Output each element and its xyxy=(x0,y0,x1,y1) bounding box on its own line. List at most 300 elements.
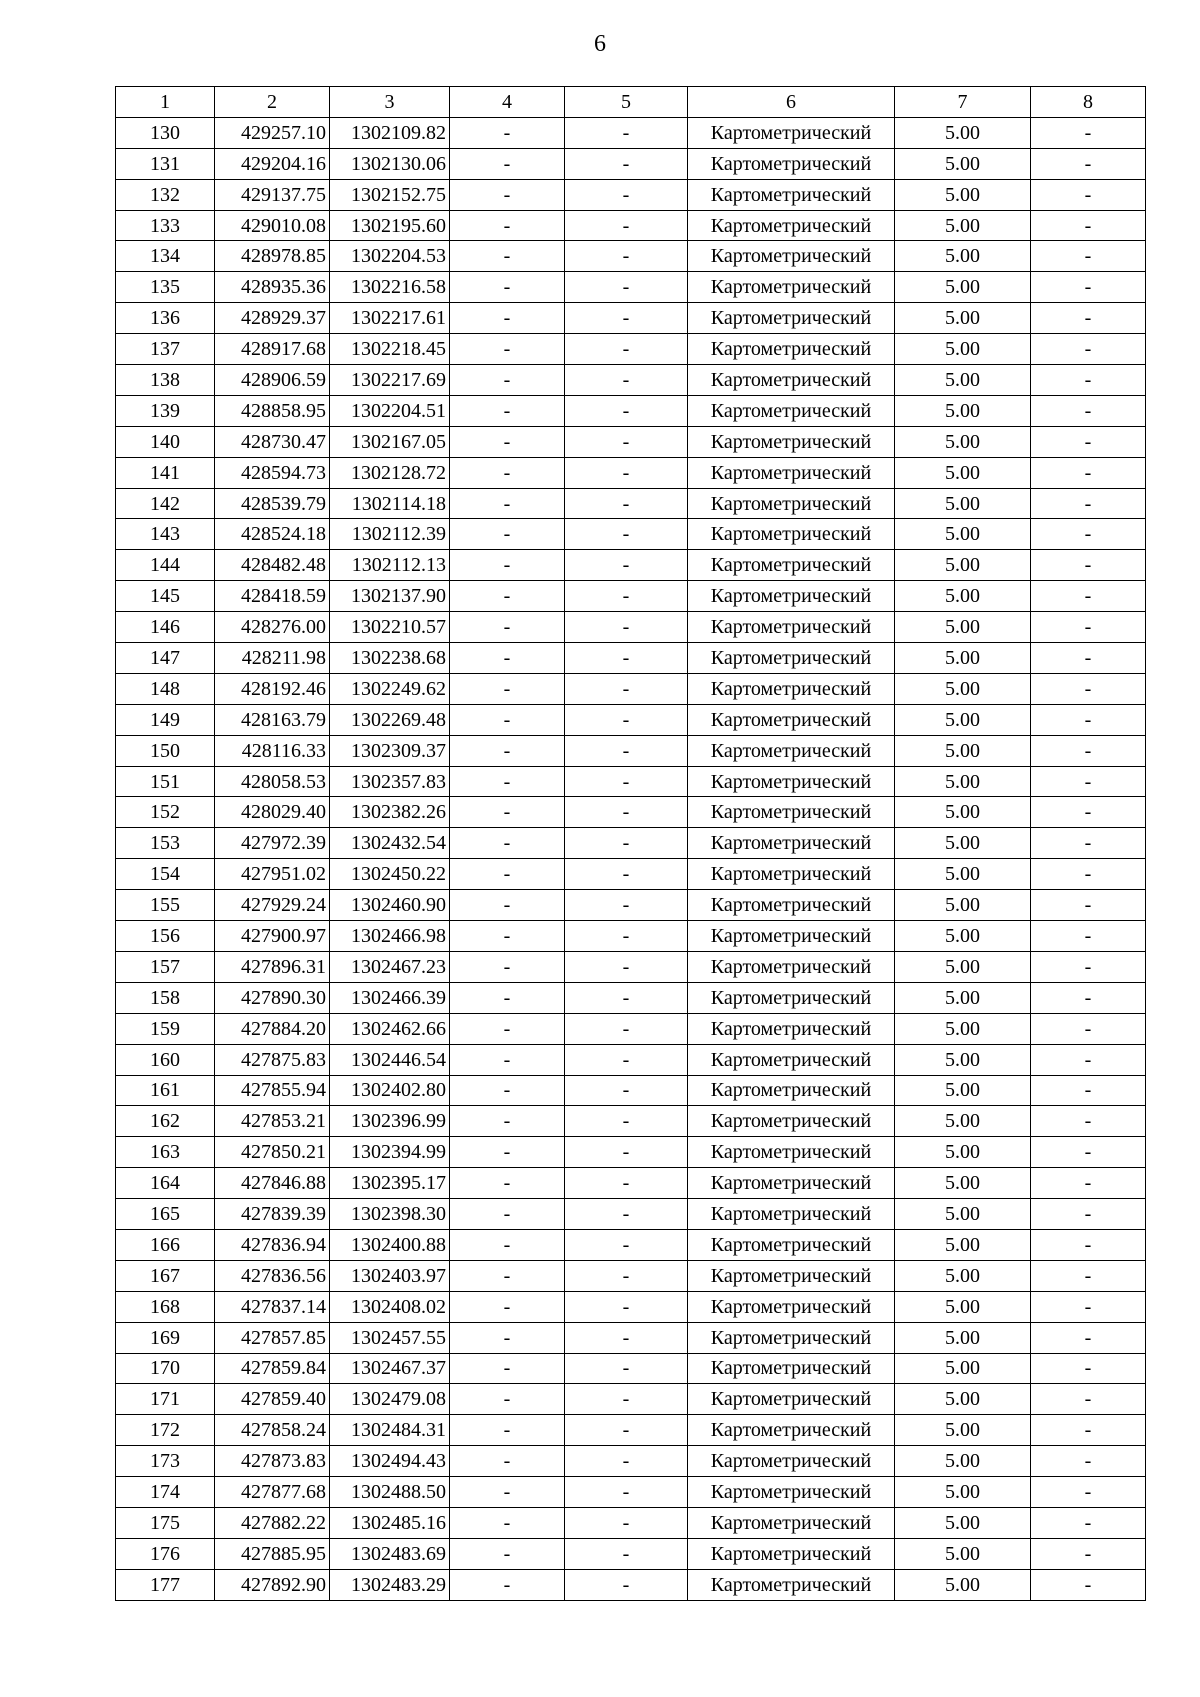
x-coordinate-cell: 427850.21 xyxy=(215,1137,330,1168)
point-number-cell: 154 xyxy=(116,859,215,890)
col8-cell: - xyxy=(1031,1538,1146,1569)
point-number-cell: 131 xyxy=(116,148,215,179)
col5-cell: - xyxy=(565,1353,688,1384)
y-coordinate-cell: 1302494.43 xyxy=(330,1446,450,1477)
point-number-cell: 144 xyxy=(116,550,215,581)
col8-cell: - xyxy=(1031,488,1146,519)
col8-cell: - xyxy=(1031,1446,1146,1477)
column-header: 5 xyxy=(565,87,688,118)
x-coordinate-cell: 429204.16 xyxy=(215,148,330,179)
accuracy-cell: 5.00 xyxy=(895,395,1031,426)
accuracy-cell: 5.00 xyxy=(895,704,1031,735)
accuracy-cell: 5.00 xyxy=(895,117,1031,148)
col5-cell: - xyxy=(565,117,688,148)
accuracy-cell: 5.00 xyxy=(895,519,1031,550)
col5-cell: - xyxy=(565,179,688,210)
accuracy-cell: 5.00 xyxy=(895,1013,1031,1044)
table-row xyxy=(116,426,1146,457)
table-row xyxy=(116,148,1146,179)
col8-cell: - xyxy=(1031,457,1146,488)
method-cell: Картометрический xyxy=(688,673,895,704)
point-number-cell: 133 xyxy=(116,210,215,241)
point-number-cell: 145 xyxy=(116,581,215,612)
point-number-cell: 164 xyxy=(116,1168,215,1199)
col8-cell: - xyxy=(1031,1168,1146,1199)
col4-cell: - xyxy=(450,890,565,921)
method-cell: Картометрический xyxy=(688,643,895,674)
col8-cell: - xyxy=(1031,921,1146,952)
col5-cell: - xyxy=(565,334,688,365)
col5-cell: - xyxy=(565,272,688,303)
point-number-cell: 141 xyxy=(116,457,215,488)
accuracy-cell: 5.00 xyxy=(895,241,1031,272)
method-cell: Картометрический xyxy=(688,1538,895,1569)
accuracy-cell: 5.00 xyxy=(895,951,1031,982)
x-coordinate-cell: 428192.46 xyxy=(215,673,330,704)
x-coordinate-cell: 428858.95 xyxy=(215,395,330,426)
col8-cell: - xyxy=(1031,148,1146,179)
point-number-cell: 140 xyxy=(116,426,215,457)
x-coordinate-cell: 427882.22 xyxy=(215,1507,330,1538)
x-coordinate-cell: 427846.88 xyxy=(215,1168,330,1199)
accuracy-cell: 5.00 xyxy=(895,550,1031,581)
column-header: 8 xyxy=(1031,87,1146,118)
col4-cell: - xyxy=(450,704,565,735)
point-number-cell: 167 xyxy=(116,1260,215,1291)
col8-cell: - xyxy=(1031,704,1146,735)
table-row xyxy=(116,1477,1146,1508)
col4-cell: - xyxy=(450,1446,565,1477)
col8-cell: - xyxy=(1031,1384,1146,1415)
point-number-cell: 142 xyxy=(116,488,215,519)
col8-cell: - xyxy=(1031,1353,1146,1384)
x-coordinate-cell: 427873.83 xyxy=(215,1446,330,1477)
method-cell: Картометрический xyxy=(688,519,895,550)
y-coordinate-cell: 1302403.97 xyxy=(330,1260,450,1291)
method-cell: Картометрический xyxy=(688,1507,895,1538)
col5-cell: - xyxy=(565,303,688,334)
point-number-cell: 174 xyxy=(116,1477,215,1508)
col5-cell: - xyxy=(565,1044,688,1075)
table-row xyxy=(116,951,1146,982)
col5-cell: - xyxy=(565,1507,688,1538)
accuracy-cell: 5.00 xyxy=(895,148,1031,179)
accuracy-cell: 5.00 xyxy=(895,1415,1031,1446)
col8-cell: - xyxy=(1031,272,1146,303)
col4-cell: - xyxy=(450,828,565,859)
x-coordinate-cell: 428163.79 xyxy=(215,704,330,735)
col8-cell: - xyxy=(1031,1322,1146,1353)
y-coordinate-cell: 1302137.90 xyxy=(330,581,450,612)
y-coordinate-cell: 1302400.88 xyxy=(330,1229,450,1260)
accuracy-cell: 5.00 xyxy=(895,581,1031,612)
col4-cell: - xyxy=(450,426,565,457)
method-cell: Картометрический xyxy=(688,828,895,859)
table-row xyxy=(116,1075,1146,1106)
y-coordinate-cell: 1302446.54 xyxy=(330,1044,450,1075)
col8-cell: - xyxy=(1031,982,1146,1013)
col8-cell: - xyxy=(1031,1137,1146,1168)
method-cell: Картометрический xyxy=(688,1415,895,1446)
x-coordinate-cell: 428418.59 xyxy=(215,581,330,612)
method-cell: Картометрический xyxy=(688,1477,895,1508)
col8-cell: - xyxy=(1031,179,1146,210)
column-header: 4 xyxy=(450,87,565,118)
point-number-cell: 149 xyxy=(116,704,215,735)
y-coordinate-cell: 1302112.13 xyxy=(330,550,450,581)
y-coordinate-cell: 1302204.53 xyxy=(330,241,450,272)
table-row xyxy=(116,612,1146,643)
method-cell: Картометрический xyxy=(688,951,895,982)
y-coordinate-cell: 1302457.55 xyxy=(330,1322,450,1353)
x-coordinate-cell: 428276.00 xyxy=(215,612,330,643)
col5-cell: - xyxy=(565,1384,688,1415)
point-number-cell: 165 xyxy=(116,1199,215,1230)
point-number-cell: 172 xyxy=(116,1415,215,1446)
table-row xyxy=(116,457,1146,488)
point-number-cell: 168 xyxy=(116,1291,215,1322)
point-number-cell: 171 xyxy=(116,1384,215,1415)
x-coordinate-cell: 428211.98 xyxy=(215,643,330,674)
point-number-cell: 169 xyxy=(116,1322,215,1353)
y-coordinate-cell: 1302485.16 xyxy=(330,1507,450,1538)
y-coordinate-cell: 1302195.60 xyxy=(330,210,450,241)
table-row xyxy=(116,1353,1146,1384)
y-coordinate-cell: 1302466.39 xyxy=(330,982,450,1013)
y-coordinate-cell: 1302488.50 xyxy=(330,1477,450,1508)
method-cell: Картометрический xyxy=(688,1075,895,1106)
col5-cell: - xyxy=(565,859,688,890)
col8-cell: - xyxy=(1031,1260,1146,1291)
col4-cell: - xyxy=(450,1137,565,1168)
point-number-cell: 139 xyxy=(116,395,215,426)
method-cell: Картометрический xyxy=(688,241,895,272)
method-cell: Картометрический xyxy=(688,365,895,396)
point-number-cell: 132 xyxy=(116,179,215,210)
col8-cell: - xyxy=(1031,519,1146,550)
x-coordinate-cell: 427892.90 xyxy=(215,1569,330,1600)
col5-cell: - xyxy=(565,1199,688,1230)
col5-cell: - xyxy=(565,365,688,396)
col5-cell: - xyxy=(565,612,688,643)
col5-cell: - xyxy=(565,797,688,828)
x-coordinate-cell: 428524.18 xyxy=(215,519,330,550)
point-number-cell: 166 xyxy=(116,1229,215,1260)
table-body xyxy=(116,87,1146,1601)
accuracy-cell: 5.00 xyxy=(895,1260,1031,1291)
point-number-cell: 146 xyxy=(116,612,215,643)
col4-cell: - xyxy=(450,1260,565,1291)
point-number-cell: 152 xyxy=(116,797,215,828)
column-header: 2 xyxy=(215,87,330,118)
col4-cell: - xyxy=(450,1229,565,1260)
col4-cell: - xyxy=(450,1291,565,1322)
x-coordinate-cell: 428935.36 xyxy=(215,272,330,303)
x-coordinate-cell: 428906.59 xyxy=(215,365,330,396)
col4-cell: - xyxy=(450,550,565,581)
table-row xyxy=(116,395,1146,426)
col5-cell: - xyxy=(565,395,688,426)
col4-cell: - xyxy=(450,1538,565,1569)
accuracy-cell: 5.00 xyxy=(895,1075,1031,1106)
method-cell: Картометрический xyxy=(688,117,895,148)
col4-cell: - xyxy=(450,1075,565,1106)
col5-cell: - xyxy=(565,704,688,735)
accuracy-cell: 5.00 xyxy=(895,272,1031,303)
method-cell: Картометрический xyxy=(688,1446,895,1477)
col8-cell: - xyxy=(1031,426,1146,457)
point-number-cell: 156 xyxy=(116,921,215,952)
col8-cell: - xyxy=(1031,735,1146,766)
col4-cell: - xyxy=(450,735,565,766)
point-number-cell: 162 xyxy=(116,1106,215,1137)
coordinates-table xyxy=(115,86,1146,1601)
y-coordinate-cell: 1302462.66 xyxy=(330,1013,450,1044)
point-number-cell: 163 xyxy=(116,1137,215,1168)
col4-cell: - xyxy=(450,148,565,179)
method-cell: Картометрический xyxy=(688,303,895,334)
col5-cell: - xyxy=(565,643,688,674)
y-coordinate-cell: 1302466.98 xyxy=(330,921,450,952)
col8-cell: - xyxy=(1031,1507,1146,1538)
x-coordinate-cell: 428978.85 xyxy=(215,241,330,272)
table-row xyxy=(116,1507,1146,1538)
x-coordinate-cell: 427896.31 xyxy=(215,951,330,982)
col4-cell: - xyxy=(450,982,565,1013)
col8-cell: - xyxy=(1031,1106,1146,1137)
accuracy-cell: 5.00 xyxy=(895,1353,1031,1384)
y-coordinate-cell: 1302128.72 xyxy=(330,457,450,488)
col5-cell: - xyxy=(565,1168,688,1199)
table-row xyxy=(116,488,1146,519)
accuracy-cell: 5.00 xyxy=(895,1199,1031,1230)
x-coordinate-cell: 429010.08 xyxy=(215,210,330,241)
accuracy-cell: 5.00 xyxy=(895,303,1031,334)
accuracy-cell: 5.00 xyxy=(895,982,1031,1013)
method-cell: Картометрический xyxy=(688,1291,895,1322)
col5-cell: - xyxy=(565,1569,688,1600)
y-coordinate-cell: 1302217.61 xyxy=(330,303,450,334)
col5-cell: - xyxy=(565,1106,688,1137)
point-number-cell: 176 xyxy=(116,1538,215,1569)
col8-cell: - xyxy=(1031,1415,1146,1446)
table-row xyxy=(116,241,1146,272)
col4-cell: - xyxy=(450,334,565,365)
method-cell: Картометрический xyxy=(688,1013,895,1044)
table-row xyxy=(116,117,1146,148)
method-cell: Картометрический xyxy=(688,1322,895,1353)
method-cell: Картометрический xyxy=(688,859,895,890)
x-coordinate-cell: 427972.39 xyxy=(215,828,330,859)
col5-cell: - xyxy=(565,766,688,797)
col4-cell: - xyxy=(450,241,565,272)
x-coordinate-cell: 427875.83 xyxy=(215,1044,330,1075)
table-row xyxy=(116,828,1146,859)
method-cell: Картометрический xyxy=(688,1137,895,1168)
x-coordinate-cell: 427855.94 xyxy=(215,1075,330,1106)
col5-cell: - xyxy=(565,890,688,921)
col5-cell: - xyxy=(565,1477,688,1508)
x-coordinate-cell: 428058.53 xyxy=(215,766,330,797)
point-number-cell: 155 xyxy=(116,890,215,921)
accuracy-cell: 5.00 xyxy=(895,457,1031,488)
col5-cell: - xyxy=(565,1075,688,1106)
table-row xyxy=(116,179,1146,210)
x-coordinate-cell: 429257.10 xyxy=(215,117,330,148)
accuracy-cell: 5.00 xyxy=(895,828,1031,859)
col8-cell: - xyxy=(1031,828,1146,859)
col4-cell: - xyxy=(450,1415,565,1446)
col8-cell: - xyxy=(1031,1199,1146,1230)
y-coordinate-cell: 1302479.08 xyxy=(330,1384,450,1415)
col5-cell: - xyxy=(565,735,688,766)
point-number-cell: 161 xyxy=(116,1075,215,1106)
col4-cell: - xyxy=(450,921,565,952)
y-coordinate-cell: 1302483.29 xyxy=(330,1569,450,1600)
accuracy-cell: 5.00 xyxy=(895,797,1031,828)
col8-cell: - xyxy=(1031,117,1146,148)
table-row xyxy=(116,735,1146,766)
accuracy-cell: 5.00 xyxy=(895,673,1031,704)
point-number-cell: 173 xyxy=(116,1446,215,1477)
accuracy-cell: 5.00 xyxy=(895,365,1031,396)
col8-cell: - xyxy=(1031,859,1146,890)
method-cell: Картометрический xyxy=(688,1168,895,1199)
table-row xyxy=(116,1199,1146,1230)
col4-cell: - xyxy=(450,766,565,797)
accuracy-cell: 5.00 xyxy=(895,1384,1031,1415)
y-coordinate-cell: 1302216.58 xyxy=(330,272,450,303)
col4-cell: - xyxy=(450,951,565,982)
col4-cell: - xyxy=(450,272,565,303)
method-cell: Картометрический xyxy=(688,426,895,457)
method-cell: Картометрический xyxy=(688,1229,895,1260)
method-cell: Картометрический xyxy=(688,1353,895,1384)
col8-cell: - xyxy=(1031,550,1146,581)
accuracy-cell: 5.00 xyxy=(895,890,1031,921)
x-coordinate-cell: 428116.33 xyxy=(215,735,330,766)
col5-cell: - xyxy=(565,1013,688,1044)
accuracy-cell: 5.00 xyxy=(895,921,1031,952)
table-row xyxy=(116,1291,1146,1322)
table-row xyxy=(116,550,1146,581)
x-coordinate-cell: 427951.02 xyxy=(215,859,330,890)
accuracy-cell: 5.00 xyxy=(895,1507,1031,1538)
col4-cell: - xyxy=(450,1477,565,1508)
page-number: 6 xyxy=(594,31,606,57)
x-coordinate-cell: 427900.97 xyxy=(215,921,330,952)
table-row xyxy=(116,797,1146,828)
point-number-cell: 159 xyxy=(116,1013,215,1044)
col8-cell: - xyxy=(1031,951,1146,982)
col5-cell: - xyxy=(565,951,688,982)
col5-cell: - xyxy=(565,1137,688,1168)
x-coordinate-cell: 427839.39 xyxy=(215,1199,330,1230)
method-cell: Картометрический xyxy=(688,1260,895,1291)
method-cell: Картометрический xyxy=(688,735,895,766)
y-coordinate-cell: 1302357.83 xyxy=(330,766,450,797)
y-coordinate-cell: 1302432.54 xyxy=(330,828,450,859)
method-cell: Картометрический xyxy=(688,179,895,210)
y-coordinate-cell: 1302460.90 xyxy=(330,890,450,921)
col4-cell: - xyxy=(450,1013,565,1044)
accuracy-cell: 5.00 xyxy=(895,1044,1031,1075)
method-cell: Картометрический xyxy=(688,334,895,365)
y-coordinate-cell: 1302109.82 xyxy=(330,117,450,148)
col4-cell: - xyxy=(450,117,565,148)
col4-cell: - xyxy=(450,488,565,519)
col4-cell: - xyxy=(450,1168,565,1199)
method-cell: Картометрический xyxy=(688,1106,895,1137)
method-cell: Картометрический xyxy=(688,581,895,612)
accuracy-cell: 5.00 xyxy=(895,1538,1031,1569)
col8-cell: - xyxy=(1031,395,1146,426)
col4-cell: - xyxy=(450,797,565,828)
y-coordinate-cell: 1302395.17 xyxy=(330,1168,450,1199)
accuracy-cell: 5.00 xyxy=(895,859,1031,890)
method-cell: Картометрический xyxy=(688,1569,895,1600)
table-row xyxy=(116,982,1146,1013)
col4-cell: - xyxy=(450,210,565,241)
x-coordinate-cell: 427836.94 xyxy=(215,1229,330,1260)
col8-cell: - xyxy=(1031,1569,1146,1600)
accuracy-cell: 5.00 xyxy=(895,1106,1031,1137)
method-cell: Картометрический xyxy=(688,890,895,921)
col5-cell: - xyxy=(565,1446,688,1477)
col5-cell: - xyxy=(565,1538,688,1569)
y-coordinate-cell: 1302238.68 xyxy=(330,643,450,674)
col8-cell: - xyxy=(1031,241,1146,272)
col8-cell: - xyxy=(1031,303,1146,334)
y-coordinate-cell: 1302218.45 xyxy=(330,334,450,365)
y-coordinate-cell: 1302217.69 xyxy=(330,365,450,396)
point-number-cell: 150 xyxy=(116,735,215,766)
table-row xyxy=(116,1569,1146,1600)
table-row xyxy=(116,365,1146,396)
table-row xyxy=(116,643,1146,674)
col8-cell: - xyxy=(1031,581,1146,612)
method-cell: Картометрический xyxy=(688,210,895,241)
col5-cell: - xyxy=(565,241,688,272)
x-coordinate-cell: 427837.14 xyxy=(215,1291,330,1322)
accuracy-cell: 5.00 xyxy=(895,1137,1031,1168)
col5-cell: - xyxy=(565,921,688,952)
point-number-cell: 136 xyxy=(116,303,215,334)
y-coordinate-cell: 1302398.30 xyxy=(330,1199,450,1230)
col4-cell: - xyxy=(450,395,565,426)
y-coordinate-cell: 1302450.22 xyxy=(330,859,450,890)
x-coordinate-cell: 427857.85 xyxy=(215,1322,330,1353)
table-row xyxy=(116,519,1146,550)
accuracy-cell: 5.00 xyxy=(895,735,1031,766)
col4-cell: - xyxy=(450,1322,565,1353)
col4-cell: - xyxy=(450,519,565,550)
method-cell: Картометрический xyxy=(688,488,895,519)
method-cell: Картометрический xyxy=(688,272,895,303)
table-row xyxy=(116,272,1146,303)
x-coordinate-cell: 427836.56 xyxy=(215,1260,330,1291)
y-coordinate-cell: 1302396.99 xyxy=(330,1106,450,1137)
col8-cell: - xyxy=(1031,1477,1146,1508)
table-row xyxy=(116,1137,1146,1168)
table-row xyxy=(116,1013,1146,1044)
table-row xyxy=(116,704,1146,735)
y-coordinate-cell: 1302309.37 xyxy=(330,735,450,766)
point-number-cell: 134 xyxy=(116,241,215,272)
y-coordinate-cell: 1302114.18 xyxy=(330,488,450,519)
accuracy-cell: 5.00 xyxy=(895,426,1031,457)
col8-cell: - xyxy=(1031,766,1146,797)
